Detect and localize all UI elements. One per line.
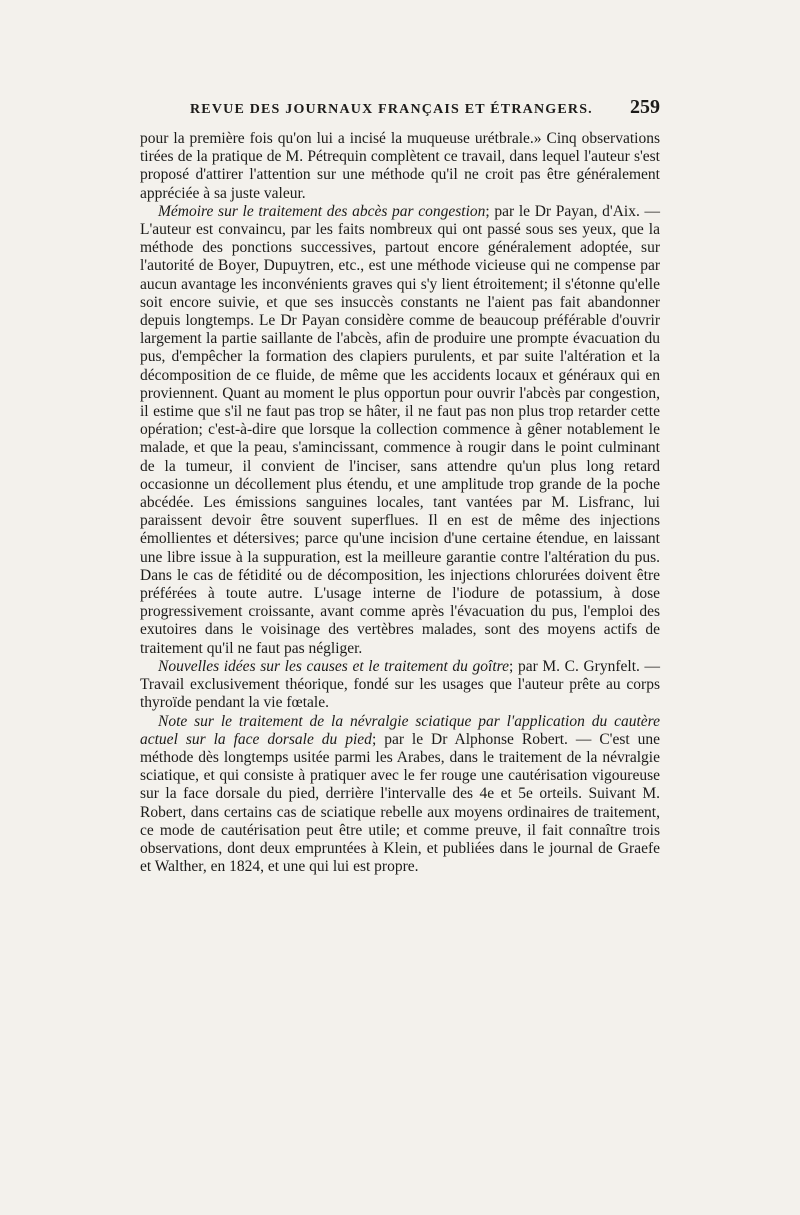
paragraph-abces-text: ; par le Dr Payan, d'Aix. — L'auteur est convaincu, par les faits nombreux qui ont passé sous ses yeux, que la méthode des ponctions successives, partout encore généralement adoptée, sur l'autorité de Boyer, Dupuytren, etc., est une méthode vicieuse qui ne compense par aucun avantage les inconvénients graves qui s'y lient étroitement; il s'étonne qu'elle soit encore suivie, et que ses insuccès constants ne l'aient pas fait abandonner depuis longtemps. Le Dr Payan considère comme de beaucoup préférable d'ouvrir largement la partie saillante de l'abcès, afin de produire une prompte évacuation du pus, d'empêcher la formation des clapiers purulents, et par suite l'altération et la décomposition de ce fluide, de même que les accidents locaux et généraux qui en proviennent. Quant au moment le plus opportun pour ouvrir l'abcès par congestion, il estime que s'il ne faut pas trop se hâter, il ne faut pas non plus trop retarder cette opération; c'est-à-dire que lorsque la collection commence à gêner notablement le malade, et que la peau, s'amincissant, commence à rougir dans le point culminant de la tumeur, il convient de l'inciser, sans attendre qu'un plus long retard occasionne un décollement plus étendu, et une amplitude trop grande de la poche abcédée. Les émissions sanguines locales, tant vantées par M. Lisfranc, lui paraissent devoir être souvent superflues. Il en est de même des injections émollientes et détersives; parce qu'une incision d'une certaine étendue, en laissant une libre issue à la suppuration, est la meilleure garantie contre l'altération du pus. Dans le cas de fétidité ou de décomposition, les injections chlorurées doivent être préférées à toute autre. L'usage interne de l'iodure de potassium, à dose progressivement croissante, avant comme après l'évacuation du pus, l'emploi des exutoires dans le voisinage des vertèbres malades, sont des moyens actifs de traitement qu'il ne faut pas négliger. — [140, 202, 661, 657]
article-title-sciatique: Note sur le traitement de la névralgie sciatique par l'application du cautère actuel sur la face dorsale du pied — [140, 712, 660, 748]
body-text — [140, 130, 660, 876]
article-title-goitre: Nouvelles idées sur les causes et le traitement du goître — [158, 657, 510, 675]
paragraph-goitre — [140, 658, 660, 713]
paragraph-sciatique — [140, 713, 660, 877]
paragraph-sciatique-text: ; par le Dr Alphonse Robert. — C'est une méthode dès longtemps usitée parmi les Arabes, dans le traitement de la névralgie sciatique, et qui consiste à pratiquer avec le fer rouge une cautérisation vigoureuse sur la face dorsale du pied, derrière l'intervalle des 4e et 5e orteils. Suivant M. Robert, dans certains cas de sciatique rebelle aux moyens ordinaires de traitement, ce mode de cautérisation peut être utile; et comme preuve, il fait connaître trois observations, dont deux empruntées à Klein, et publiées dans le journal de Graefe et Walther, en 1824, et une qui lui est propre. — [140, 730, 660, 876]
paragraph-1-text: pour la première fois qu'on lui a incisé la muqueuse urétbrale.» Cinq observations tirées de la pratique de M. Pétrequin complètent ce travail, dans lequel l'auteur s'est proposé d'attirer l'attention sur une méthode qu'il ne croit pas être généralement appréciée à sa juste valeur. — [140, 130, 660, 202]
page-header — [190, 96, 660, 119]
running-title: REVUE DES JOURNAUX FRANÇAIS ET ÉTRANGERS. — [190, 102, 593, 117]
page-number: 259 — [630, 96, 660, 118]
paragraph-abces — [140, 203, 660, 658]
article-title-abces: Mémoire sur le traitement des abcès par congestion — [158, 202, 486, 220]
paragraph-1 — [140, 130, 660, 203]
paragraph-goitre-text: ; par M. C. Grynfelt. — Travail exclusivement théorique, fondé sur les usages que l'auteur prête au corps thyroïde pendant la vie fœtale. — [140, 657, 661, 712]
